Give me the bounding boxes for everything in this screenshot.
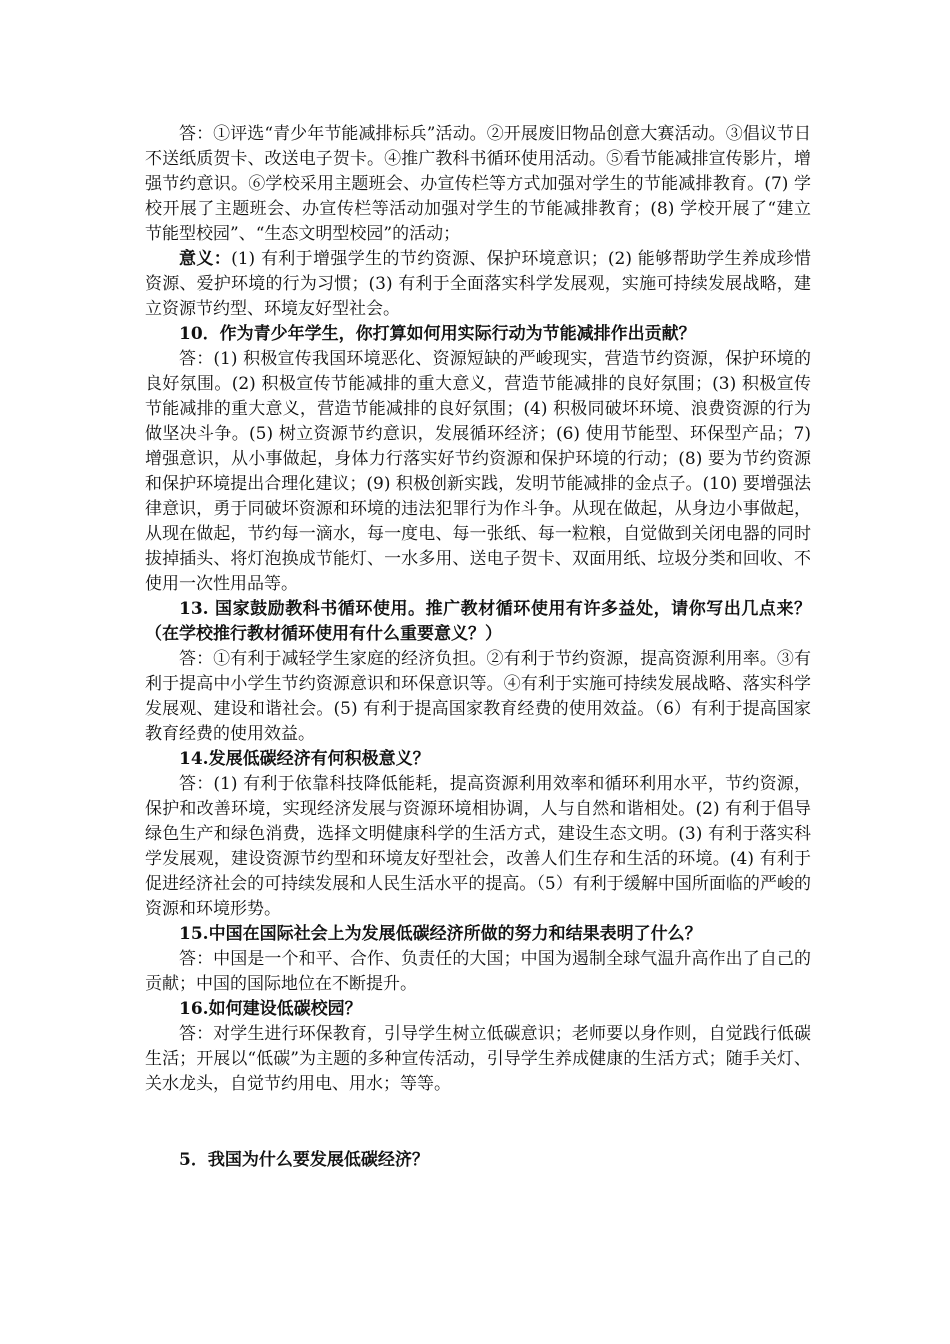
blank-space — [145, 1097, 811, 1148]
answer-13: 答：①有利于减轻学生家庭的经济负担。②有利于节约资源，提高资源利用率。③有利于提高中小学生节约资源意识和环保意识等。④有利于实施可持续发展战略、落实科学发展观、建设和谐社会。(5) 有利于提高国家教育经费的使用效益。（6）有利于提高国家教育经费的使用效益。 — [145, 649, 811, 744]
answer-15: 答：中国是一个和平、合作、负责任的大国；中国为遏制全球气温升高作出了自己的贡献；中国的国际地位在不断提升。 — [145, 949, 811, 994]
meaning-label: 意义： — [179, 249, 232, 269]
answer-16: 答：对学生进行环保教育，引导学生树立低碳意识；老师要以身作则，自觉践行低碳生活；开展以“低碳”为主题的多种宣传活动，引导学生养成健康的生活方式；随手关灯、关水龙头，自觉节约用电、用水；等等。 — [145, 1024, 811, 1094]
document-page — [145, 122, 811, 1173]
answer-14: 答：(1) 有利于依靠科技降低能耗，提高资源利用效率和循环利用水平，节约资源，保护和改善环境，实现经济发展与资源环境相协调，人与自然和谐相处。(2) 有利于倡导绿色生产和绿色消费，选择文明健康科学的生活方式，建设生态文明。(3) 有利于落实科学发展观，建设资源节约型和环境友好型社会，改善人们生存和生活的环境。(4) 有利于促进经济社会的可持续发展和人民生活水平的提高。（5）有利于缓解中国所面临的严峻的资源和环境形势。 — [145, 774, 811, 919]
meaning-paragraph — [145, 247, 811, 322]
question-16: 16.如何建设低碳校园？ — [179, 999, 362, 1019]
answer-10: 答：(1) 积极宣传我国环境恶化、资源短缺的严峻现实，营造节约资源，保护环境的良好氛围。(2) 积极宣传节能减排的重大意义，营造节能减排的良好氛围；(3) 积极宣传节能减排的重大意义，营造节能减排的良好氛围；(4) 积极同破坏环境、浪费资源的行为做坚决斗争。(5) 树立资源节约意识，发展循环经济；(6) 使用节能型、环保型产品；7) 增强意识，从小事做起，身体力行落实好节约资源和保护环境的行动；(8) 要为节约资源和保护环境提出合理化建议；(9) 积极创新实践，发明节能减排的金点子。(10) 要增强法律意识，勇于同破坏资源和环境的违法犯罪行为作斗争。从现在做起，从身边小事做起，从现在做起，节约每一滴水，每一度电、每一张纸、每一粒粮，自觉做到关闭电器的同时拔掉插头、将灯泡换成节能灯、一水多用、送电子贺卡、双面用纸、垃圾分类和回收、不使用一次性用品等。 — [145, 349, 811, 594]
question-13: 13. 国家鼓励教科书循环使用。推广教材循环使用有许多益处，请你写出几点来？（在学校推行教材循环使用有什么重要意义？） — [145, 599, 811, 644]
question-15: 15.中国在国际社会上为发展低碳经济所做的努力和结果表明了什么？ — [179, 924, 702, 944]
answer-activities: 答：①评选“青少年节能减排标兵”活动。②开展废旧物品创意大赛活动。③倡议节日不送纸质贺卡、改送电子贺卡。④推广教科书循环使用活动。⑤看节能减排宣传影片，增强节约意识。⑥学校采用主题班会、办宣传栏等方式加强对学生的节能减排教育。(7) 学校开展了主题班会、办宣传栏等活动加强对学生的节能减排教育；(8) 学校开展了“建立节能型校园”、“生态文明型校园”的活动； — [145, 124, 811, 244]
question-10: 10．作为青少年学生，你打算如何用实际行动为节能减排作出贡献？ — [179, 324, 696, 344]
question-14: 14.发展低碳经济有何积极意义？ — [179, 749, 430, 769]
meaning-text: (1) 有利于增强学生的节约资源、保护环境意识；(2) 能够帮助学生养成珍惜资源、爱护环境的行为习惯；(3) 有利于全面落实科学发展观，实施可持续发展战略，建立资源节约型、环境友好型社会。 — [145, 249, 811, 319]
question-5: 5．我国为什么要发展低碳经济？ — [179, 1150, 429, 1170]
